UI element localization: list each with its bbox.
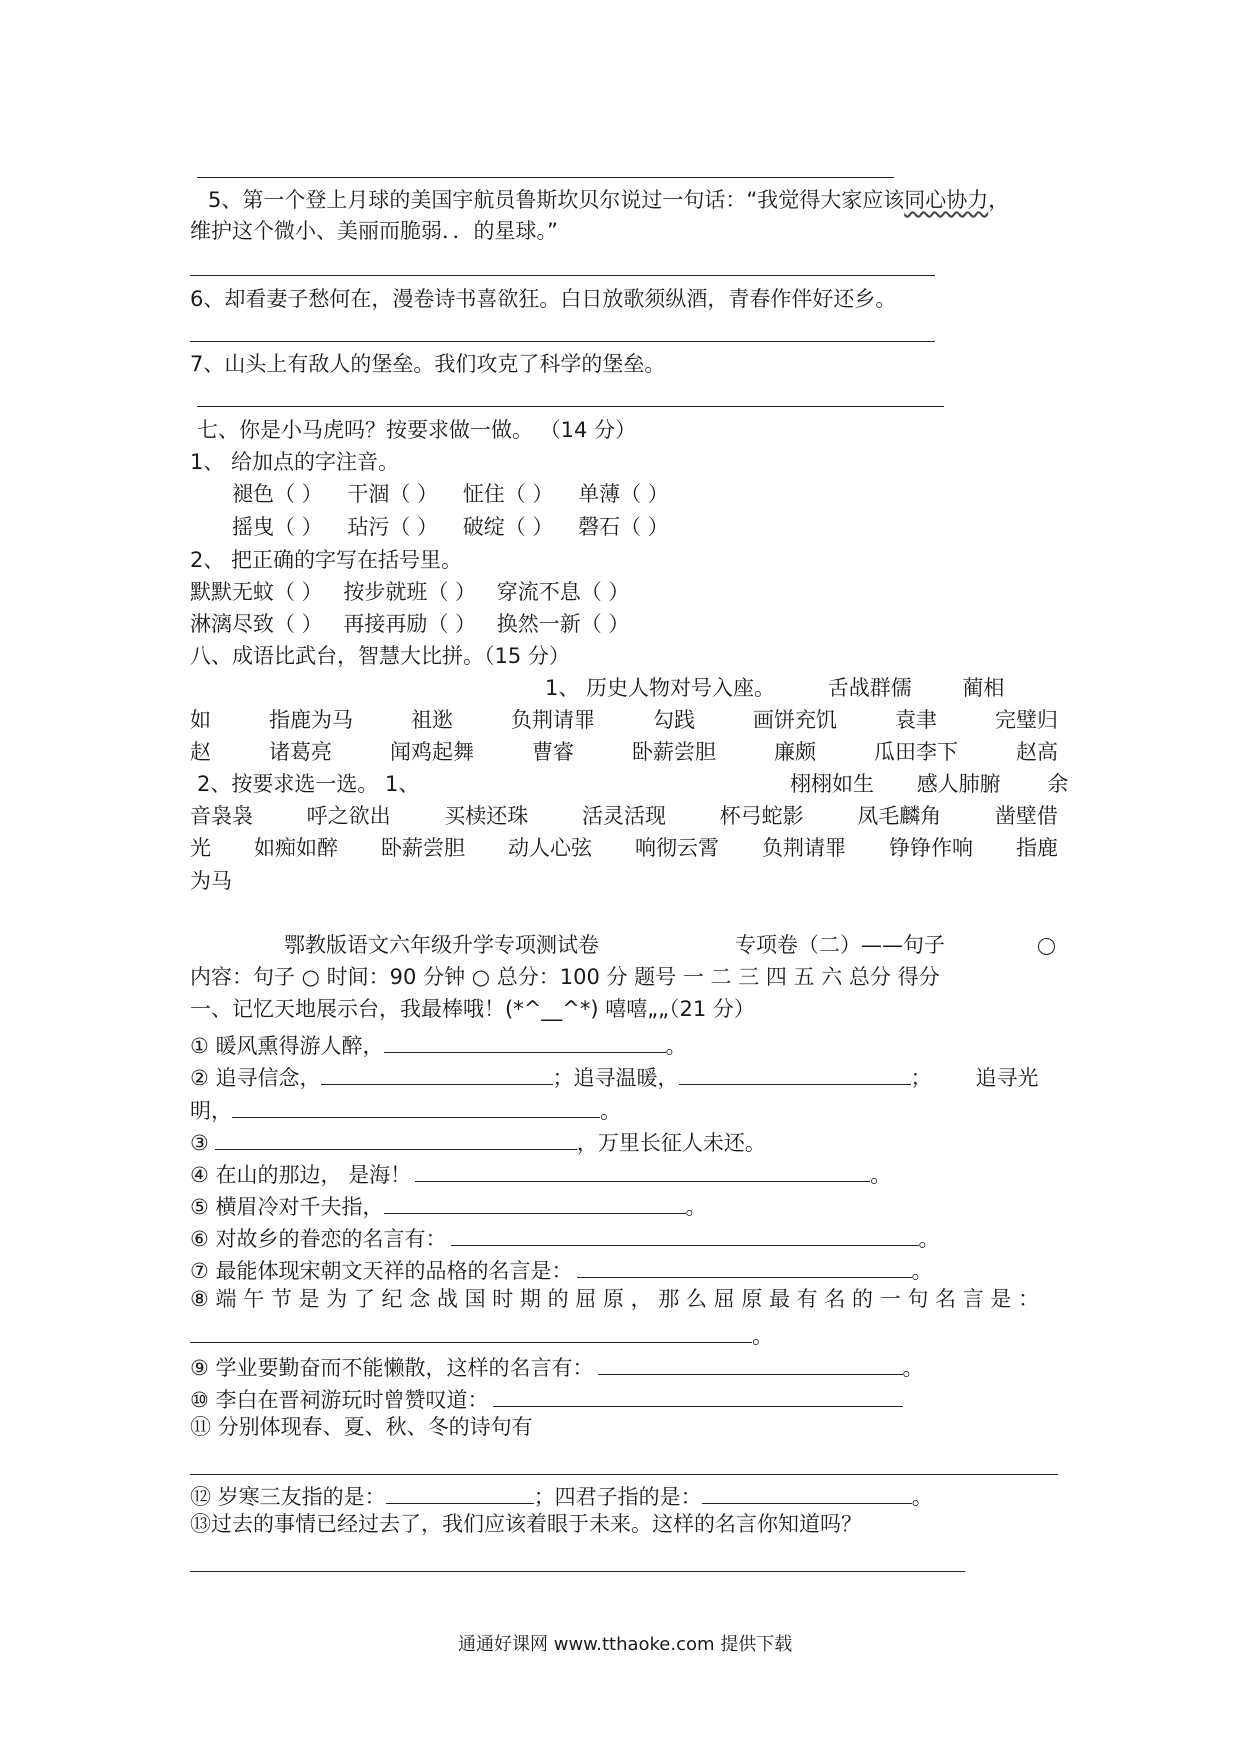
exam-subtitle: 专项卷（二）——句子 xyxy=(735,933,945,957)
item-2: ② 追寻信念， ；追寻温暖， ； 追寻光 xyxy=(190,1063,1039,1089)
item-7: ⑦ 最能体现宋朝文天祥的品格的名言是： 。 xyxy=(190,1256,933,1282)
pinyin-row-1: 褪色（ ） 干涸（ ） 怔住（ ） 单薄（ ） xyxy=(232,482,669,506)
answer-blank[interactable] xyxy=(598,1353,903,1375)
idiom-line-2: 如 指鹿为马 祖逖 负荆请罪 勾践 画饼充饥 袁聿 完璧归 xyxy=(190,708,1058,732)
answer-line xyxy=(190,341,935,342)
item-8: ⑧ 端 午 节 是 为 了 纪 念 战 国 时 期 的 屈 原 ， 那 么 屈 原 最 有 名 的 一 句 名 言 是 ： xyxy=(190,1287,1040,1311)
answer-blank[interactable] xyxy=(215,1128,577,1150)
sec7-q2: 2、 把正确的字写在括号里。 xyxy=(190,548,463,572)
idiom-line-4-left: 2、按要求选一选。 1、 xyxy=(197,772,420,796)
part-1-title: 一、记忆天地展示台，我最棒哦！(*^__^*) 嘻嘻„„（21 分） xyxy=(190,997,755,1021)
section-7-title: 七、你是小马虎吗？按要求做一做。 （14 分） xyxy=(197,418,637,442)
idiom-line-1: 1、 历史人物对号入座。 舌战群儒 蔺相 xyxy=(545,676,1005,700)
answer-line xyxy=(190,275,935,276)
item-4: ④ 在山的那边， 是海！ 。 xyxy=(190,1160,891,1186)
q5-line2: 维护这个微小、美丽而脆弱．．的星球。” xyxy=(190,219,558,243)
item-12: ⑫ 岁寒三友指的是： ；四君子指的是： 。 xyxy=(190,1482,933,1508)
item-10: ⑩ 李白在晋祠游玩时曾赞叹道： xyxy=(190,1385,903,1411)
idiom-line-4-right: 栩栩如生 感人肺腑 余 xyxy=(790,772,1069,796)
correction-row-1: 默默无蚊（ ） 按步就班（ ） 穿流不息（ ） xyxy=(190,580,630,604)
circle-mark xyxy=(1038,938,1055,955)
answer-blank[interactable] xyxy=(493,1385,903,1407)
dotted-emphasis: 同心协力 xyxy=(904,188,989,212)
answer-blank[interactable] xyxy=(415,1160,870,1182)
sec7-q1: 1、 给加点的字注音。 xyxy=(190,450,400,474)
q5-line1: 5、第一个登上月球的美国宇航员鲁斯坎贝尔说过一句话：“我觉得大家应该同心协力， xyxy=(208,188,1010,212)
item-3: ③ ，万里长征人未还。 xyxy=(190,1128,766,1154)
answer-blank[interactable] xyxy=(384,1031,666,1053)
answer-blank[interactable] xyxy=(384,1192,686,1214)
section-8-title: 八、成语比武台，智慧大比拼。（15 分） xyxy=(190,644,570,668)
answer-blank[interactable] xyxy=(679,1063,911,1085)
idiom-line-5: 音袅袅 呼之欲出 买椟还珠 活灵活现 杯弓蛇影 凤毛麟角 凿壁借 xyxy=(190,804,1058,828)
item-11: ⑪ 分别体现春、夏、秋、冬的诗句有 xyxy=(190,1415,533,1439)
item-1: ① 暖风熏得游人醉， 。 xyxy=(190,1031,687,1057)
exam-info: 内容：句子 ○ 时间：90 分钟 ○ 总分：100 分 题号 一 二 三 四 五 六 总分 得分 xyxy=(190,965,940,989)
answer-line xyxy=(197,177,894,178)
q6: 6、却看妻子愁何在，漫卷诗书喜欲狂。白日放歌须纵酒，青春作伴好还乡。 xyxy=(190,287,897,311)
answer-blank[interactable] xyxy=(190,1321,752,1343)
item-6: ⑥ 对故乡的眷恋的名言有： 。 xyxy=(190,1224,940,1250)
idiom-line-6: 光 如痴如醉 卧薪尝胆 动人心弦 响彻云霄 负荆请罪 铮铮作响 指鹿 xyxy=(190,836,1058,860)
pinyin-row-2: 摇曳（ ） 玷污（ ） 破绽（ ） 磬石（ ） xyxy=(232,515,669,539)
answer-blank[interactable] xyxy=(386,1482,534,1504)
answer-blank[interactable] xyxy=(702,1482,912,1504)
item-9: ⑨ 学业要勤奋而不能懒散，这样的名言有： 。 xyxy=(190,1353,924,1379)
correction-row-2: 淋漓尽致（ ） 再接再励（ ） 换然一新（ ） xyxy=(190,612,630,636)
item-8-cont: 。 xyxy=(190,1321,773,1347)
item-5: ⑤ 横眉冷对千夫指， 。 xyxy=(190,1192,707,1218)
item-13: ⑬过去的事情已经过去了，我们应该着眼于未来。这样的名言你知道吗？ xyxy=(190,1512,862,1536)
answer-blank[interactable] xyxy=(451,1224,919,1246)
answer-blank[interactable] xyxy=(577,1256,912,1278)
answer-line[interactable] xyxy=(190,1474,1058,1475)
answer-line xyxy=(197,406,944,407)
idiom-line-7: 为马 xyxy=(190,869,232,893)
answer-blank[interactable] xyxy=(321,1063,553,1085)
answer-line[interactable] xyxy=(190,1571,965,1572)
idiom-line-3: 赵 诸葛亮 闻鸡起舞 曹睿 卧薪尝胆 廉颇 瓜田李下 赵高 xyxy=(190,740,1058,764)
q7: 7、山头上有敌人的堡垒。我们攻克了科学的堡垒。 xyxy=(190,352,666,376)
exam-title: 鄂教版语文六年级升学专项测试卷 xyxy=(284,933,599,957)
answer-blank[interactable] xyxy=(232,1096,600,1118)
footer: 通通好课网 www.tthaoke.com 提供下载 xyxy=(458,1634,793,1655)
item-2-cont: 明， 。 xyxy=(190,1096,621,1122)
